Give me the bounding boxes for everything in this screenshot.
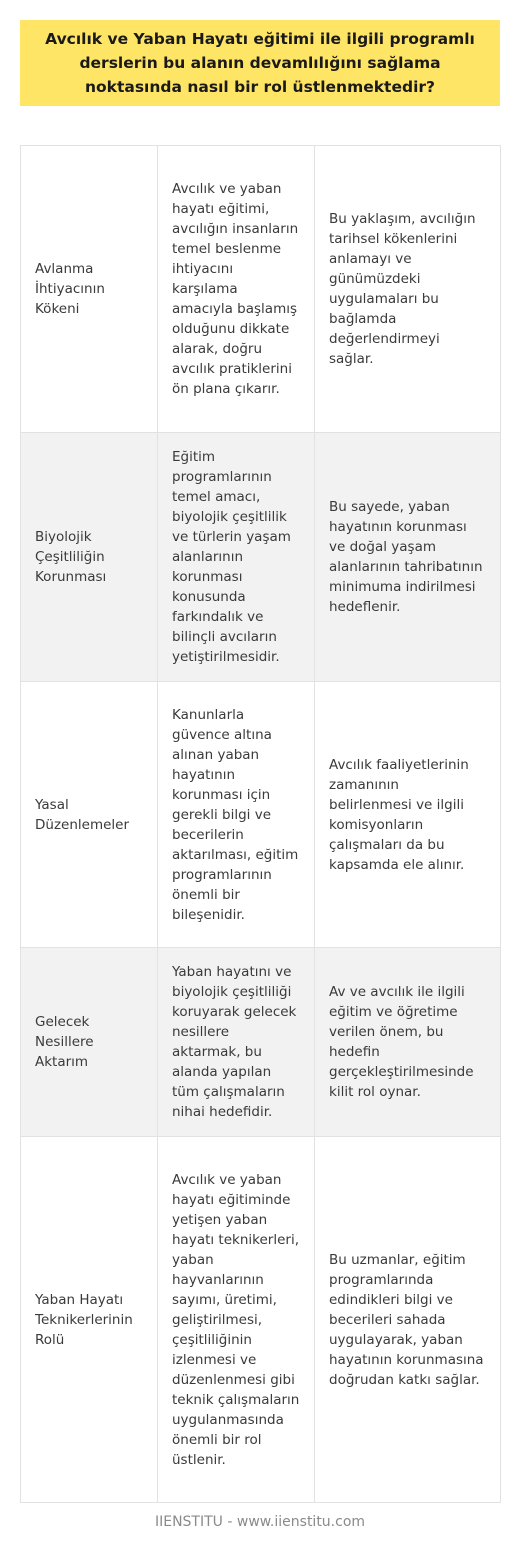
content-table: [20, 145, 501, 1503]
table-row: [21, 433, 501, 682]
table-row: [21, 948, 501, 1137]
row-outcome: Avcılık faaliyetlerinin zamanının belirlenmesi ve ilgili komisyonların çalışmaları da bu kapsamda ele alınır.: [315, 682, 501, 948]
row-description: Kanunlarla güvence altına alınan yaban hayatının korunması için gerekli bilgi ve becerilerin aktarılması, eğitim programlarının önemli bir bileşenidir.: [158, 682, 315, 948]
table-row: [21, 682, 501, 948]
row-topic: Avlanma İhtiyacının Kökeni: [21, 146, 158, 433]
row-topic: Biyolojik Çeşitliliğin Korunması: [21, 433, 158, 682]
row-description: Eğitim programlarının temel amacı, biyolojik çeşitlilik ve türlerin yaşam alanlarının korunması konusunda farkındalık ve bilinçli avcıların yetiştirilmesidir.: [158, 433, 315, 682]
row-outcome: Bu yaklaşım, avcılığın tarihsel kökenlerini anlamayı ve günümüzdeki uygulamaları bu bağlamda değerlendirmeyi sağlar.: [315, 146, 501, 433]
row-outcome: Bu sayede, yaban hayatının korunması ve doğal yaşam alanlarının tahribatının minimuma indirilmesi hedeflenir.: [315, 433, 501, 682]
table-row: [21, 1137, 501, 1503]
row-topic: Gelecek Nesillere Aktarım: [21, 948, 158, 1137]
row-topic: Yaban Hayatı Teknikerlerinin Rolü: [21, 1137, 158, 1503]
row-description: Avcılık ve yaban hayatı eğitimi, avcılığın insanların temel beslenme ihtiyacını karşılama amacıyla başlamış olduğunu dikkate alarak, doğru avcılık pratiklerini ön plana çıkarır.: [158, 146, 315, 433]
title-banner: [20, 20, 500, 106]
row-description: Yaban hayatını ve biyolojik çeşitliliği koruyarak gelecek nesillere aktarmak, bu alanda yapılan tüm çalışmaların nihai hedefidir.: [158, 948, 315, 1137]
row-topic: Yasal Düzenlemeler: [21, 682, 158, 948]
row-outcome: Av ve avcılık ile ilgili eğitim ve öğretime verilen önem, bu hedefin gerçekleştirilmesinde kilit rol oynar.: [315, 948, 501, 1137]
page-title: Avcılık ve Yaban Hayatı eğitimi ile ilgili programlı derslerin bu alanın devamlılığını sağlama noktasında nasıl bir rol üstlenmektedir?: [45, 30, 475, 96]
row-outcome: Bu uzmanlar, eğitim programlarında edindikleri bilgi ve becerileri sahada uygulayarak, yaban hayatının korunmasına doğrudan katkı sağlar.: [315, 1137, 501, 1503]
footer-credit: IIENSTITU - www.iienstitu.com: [154, 1514, 366, 1530]
row-description: Avcılık ve yaban hayatı eğitiminde yetişen yaban hayatı teknikerleri, yaban hayvanlarının sayımı, üretimi, geliştirilmesi, çeşitliliğinin izlenmesi ve düzenlenmesi gibi teknik çalışmaların uygulanmasında önemli bir rol üstlenir.: [158, 1137, 315, 1503]
table-row: [21, 146, 501, 433]
